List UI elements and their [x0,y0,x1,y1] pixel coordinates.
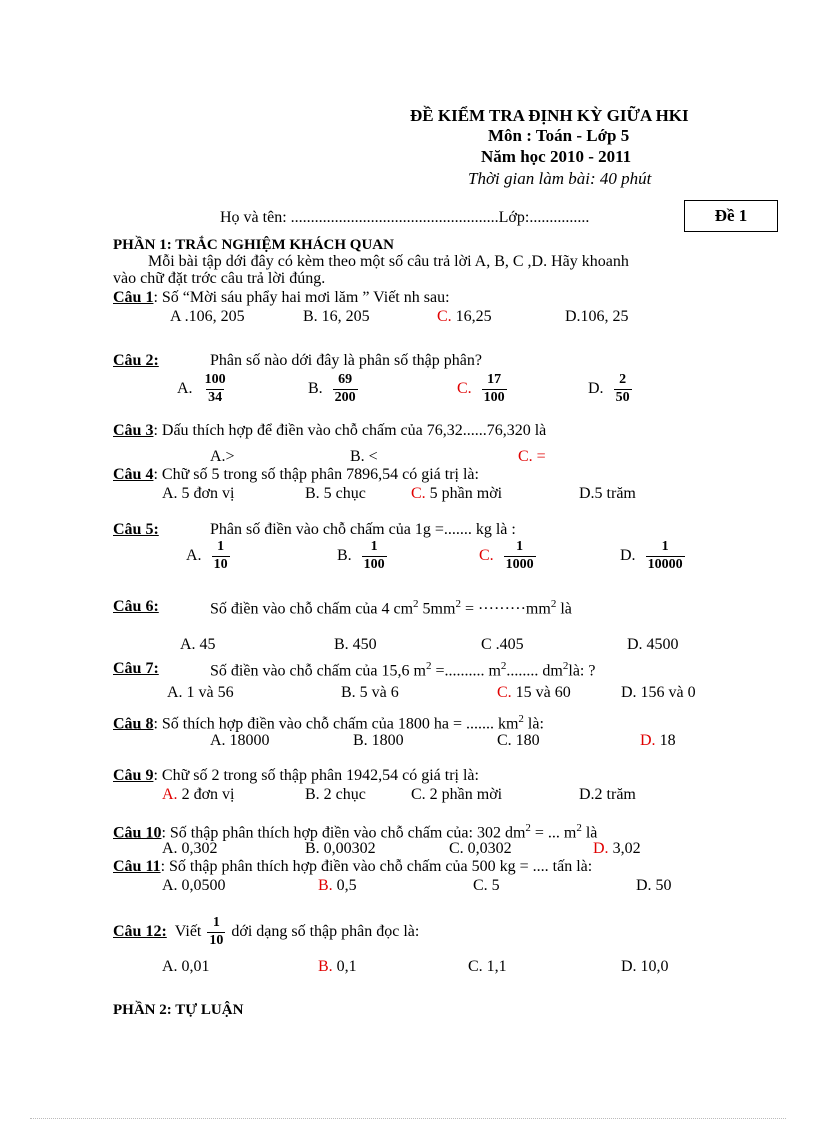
q10-text-part: là [581,824,598,842]
fraction-denominator: 200 [334,389,356,405]
q10-text-part: = ... m [530,824,577,842]
q2-option-d[interactable] [588,373,632,405]
q2-option-d-letter: D. [588,379,604,397]
fraction-numerator: 1 [370,539,378,554]
q6-superscript: 2 [455,598,461,610]
q5-option-d-fraction [646,540,685,572]
q3-option-b[interactable]: B. < [350,448,378,465]
q1-option-c[interactable] [437,308,492,326]
question-9 [113,767,479,785]
q9-option-b[interactable]: B. 2 chục [305,786,366,803]
q4-option-d[interactable]: D.5 trăm [579,485,636,502]
q7-text-part: là: ? [568,662,596,680]
q2-option-d-fraction [614,373,632,405]
question-4 [113,466,479,484]
q5-option-b-fraction [362,540,387,572]
q10-superscript: 2 [525,822,531,834]
q12-option-b[interactable] [318,958,357,976]
question-8-label: Câu 8 [113,715,154,733]
q5-option-c-letter: C. [479,546,494,564]
q7-option-b[interactable]: B. 5 và 6 [341,684,399,701]
q10-option-d-text: 3,02 [608,840,641,857]
fraction-numerator: 1 [516,539,524,554]
fraction-denominator: 50 [615,389,630,405]
q6-superscript: 2 [550,598,557,610]
fraction-denominator: 10 [213,556,228,572]
q4-option-c-text: 5 phần mời [425,485,503,502]
question-12-label: Câu 12: [113,923,167,941]
question-7-label [113,660,159,678]
q7-superscript: 2 [500,660,507,672]
q5-option-a-letter: A. [186,546,202,564]
question-9-text: : Chữ số 2 trong số thập phân 1942,54 có giá trị là: [153,767,479,784]
q12-text-part: Viết [174,923,202,941]
q7-option-c-text: 15 và 60 [511,684,571,701]
q6-text-part: là [556,600,572,618]
q7-superscript: 2 [425,660,432,672]
question-2-label-text: Câu 2: [113,352,159,369]
q8-option-d-text: 18 [655,732,676,749]
q3-option-a[interactable]: A.> [210,448,235,465]
question-7-text [210,660,595,680]
fraction-numerator: 1 [661,539,669,554]
question-2-text: Phân số nào dới đây là phân số thập phân? [210,352,482,369]
question-3 [113,422,546,440]
fraction-denominator: 10 [209,932,224,948]
q7-text-part: ........ dm [506,662,563,680]
exam-title: ĐỀ KIỂM TRA ĐỊNH KỲ GIỮA HKI [410,106,689,125]
fraction-numerator: 1 [212,915,220,930]
part1-instruction-1: Mỗi bài tập dới đây có kèm theo một số câu trả lời A, B, C ,D. Hãy khoanh [148,253,629,270]
q11-option-b-letter: B. [318,877,333,894]
fraction-numerator: 69 [338,372,353,387]
q4-option-a[interactable]: A. 5 đơn vị [162,485,235,502]
q5-option-a[interactable] [186,540,230,572]
q11-option-a[interactable]: A. 0,0500 [162,877,226,894]
q5-option-d-letter: D. [620,546,636,564]
q8-option-d[interactable] [640,732,676,750]
question-12 [113,916,419,948]
fraction-numerator: 2 [619,372,627,387]
question-1 [113,289,450,307]
q8-option-d-letter: D. [640,732,656,749]
fraction-denominator: 100 [483,389,505,405]
question-6-label-text: Câu 6: [113,598,159,615]
q2-option-a[interactable] [177,373,228,405]
q2-option-c-letter: C. [457,379,472,397]
part1-title: PHẦN 1: TRẮC NGHIỆM KHÁCH QUAN [113,237,394,253]
q6-text-part: = ·········mm [460,600,551,618]
q11-option-b-text: 0,5 [332,877,357,894]
q5-option-b[interactable] [337,540,387,572]
student-info-line: Họ và tên: ....................................................Lớp:............... [220,209,590,226]
q8-option-c[interactable]: C. 180 [497,732,540,749]
question-11-text: : Số thập phân thích hợp điền vào chỗ chấm của 500 kg = .... tấn là: [160,858,593,875]
q5-option-d[interactable] [620,540,685,572]
q5-option-b-letter: B. [337,546,352,564]
q6-text-part: Số điền vào chỗ chấm của 4 cm [210,600,414,618]
q6-superscript: 2 [413,598,419,610]
q4-option-c[interactable] [411,485,502,503]
exam-subject: Môn : Toán - Lớp 5 [488,126,630,145]
q10-option-a[interactable]: A. 0,302 [162,840,218,857]
fraction-denominator: 100 [363,556,385,572]
q4-option-c-letter: C. [411,485,426,502]
question-4-label: Câu 4 [113,466,154,483]
q10-option-c[interactable]: C. 0,0302 [449,840,512,857]
fraction-denominator: 34 [208,389,223,405]
q12-option-b-letter: B. [318,958,333,975]
q7-option-d[interactable]: D. 156 và 0 [621,684,696,701]
q7-text-part: Số điền vào chỗ chấm của 15,6 m [210,662,426,680]
q6-option-b[interactable]: B. 450 [334,636,377,653]
q2-option-c-fraction [482,373,507,405]
q8-option-b[interactable]: B. 1800 [353,732,404,749]
q11-option-d[interactable]: D. 50 [636,877,672,894]
q8-text-part: : Số thích hợp điền vào chỗ chấm của 1800 ha = ....... km [153,715,519,733]
q10-option-d[interactable] [593,840,641,858]
q6-option-c[interactable]: C .405 [481,636,524,653]
question-3-text: : Dấu thích hợp để điền vào chỗ chấm của 76,32......76,320 là [153,422,547,439]
question-1-label: Câu 1 [113,289,154,306]
q11-option-b[interactable] [318,877,357,895]
q9-option-d[interactable]: D.2 trăm [579,786,636,803]
q12-option-a[interactable]: A. 0,01 [162,958,210,975]
question-6-label [113,598,159,616]
q7-option-c[interactable] [497,684,571,702]
exam-code: Đề 1 [714,206,748,225]
q8-superscript: 2 [518,713,524,725]
q9-option-c[interactable]: C. 2 phần mời [411,786,503,803]
page-footer-divider [30,1118,786,1119]
q5-option-c[interactable] [479,540,536,572]
question-8 [113,713,544,733]
q12-option-d[interactable]: D. 10,0 [621,958,669,975]
q7-option-a[interactable]: A. 1 và 56 [167,684,234,701]
q9-option-a-letter: A. [162,786,178,803]
part1-instruction-2: vào chữ đặt trớc câu trả lời đúng. [113,270,326,287]
q7-superscript: 2 [562,660,569,672]
question-2-label [113,352,159,370]
q10-option-d-letter: D. [593,840,609,857]
q10-superscript: 2 [576,822,582,834]
question-1-text: : Số “Mời sáu phẩy hai mơi lăm ” Viết nh sau: [153,289,450,306]
q1-option-b[interactable]: B. 16, 205 [303,308,370,325]
question-5-label-text: Câu 5: [113,521,159,538]
q2-option-b[interactable] [308,373,358,405]
q3-option-c[interactable]: C. = [518,448,546,465]
q2-option-c[interactable] [457,373,507,405]
q2-option-a-letter: A. [177,379,193,397]
q1-option-a[interactable]: A .106, 205 [170,308,245,325]
q4-option-b[interactable]: B. 5 chục [305,485,366,502]
fraction-numerator: 1 [217,539,225,554]
q10-option-b[interactable]: B. 0,00302 [305,840,376,857]
q9-option-a-text: 2 đơn vị [177,786,235,803]
fraction-denominator: 1000 [505,556,534,572]
q9-option-a[interactable] [162,786,234,804]
fraction-denominator: 10000 [647,556,683,572]
part2-title: PHẦN 2: TỰ LUẬN [113,1002,244,1018]
question-9-label: Câu 9 [113,767,154,784]
fraction-numerator: 17 [487,372,502,387]
q2-option-b-letter: B. [308,379,323,397]
q1-option-c-letter: C. [437,308,452,325]
q11-option-c[interactable]: C. 5 [473,877,500,894]
q6-option-a[interactable]: A. 45 [180,636,216,653]
question-11 [113,858,592,876]
q12-option-c[interactable]: C. 1,1 [468,958,507,975]
exam-code-box [684,200,778,232]
q10-text-part: : Số thập phân thích hợp điền vào chỗ chấm của: 302 dm [161,824,526,842]
question-3-label: Câu 3 [113,422,154,439]
question-7-label-text: Câu 7: [113,660,159,677]
exam-time: Thời gian làm bài: 40 phút [468,169,652,188]
question-10-label: Câu 10 [113,824,162,842]
school-year: Năm học 2010 - 2011 [481,147,632,166]
question-5-text: Phân số điền vào chỗ chấm của 1g =....... kg là : [210,521,516,538]
q6-text-part: 5mm [418,600,456,618]
q6-option-d[interactable]: D. 4500 [627,636,679,653]
q7-option-c-letter: C. [497,684,512,701]
q12-option-b-text: 0,1 [332,958,357,975]
fraction-numerator: 100 [204,372,226,387]
q7-text-part: =.......... m [431,662,501,680]
q2-option-a-fraction [203,373,228,405]
question-4-text: : Chữ số 5 trong số thập phân 7896,54 có giá trị là: [153,466,479,483]
q12-text-part: dới dạng số thập phân đọc là: [231,923,420,941]
q8-option-a[interactable]: A. 18000 [210,732,270,749]
q5-option-a-fraction [212,540,230,572]
q1-option-d[interactable]: D.106, 25 [565,308,629,325]
question-11-label: Câu 11 [113,858,161,875]
q8-text-part: là: [523,715,544,733]
q12-fraction [207,916,225,948]
q2-option-b-fraction [333,373,358,405]
q5-option-c-fraction [504,540,536,572]
question-5-label [113,521,159,539]
q1-option-c-text: 16,25 [451,308,492,325]
question-6-text [210,598,572,618]
